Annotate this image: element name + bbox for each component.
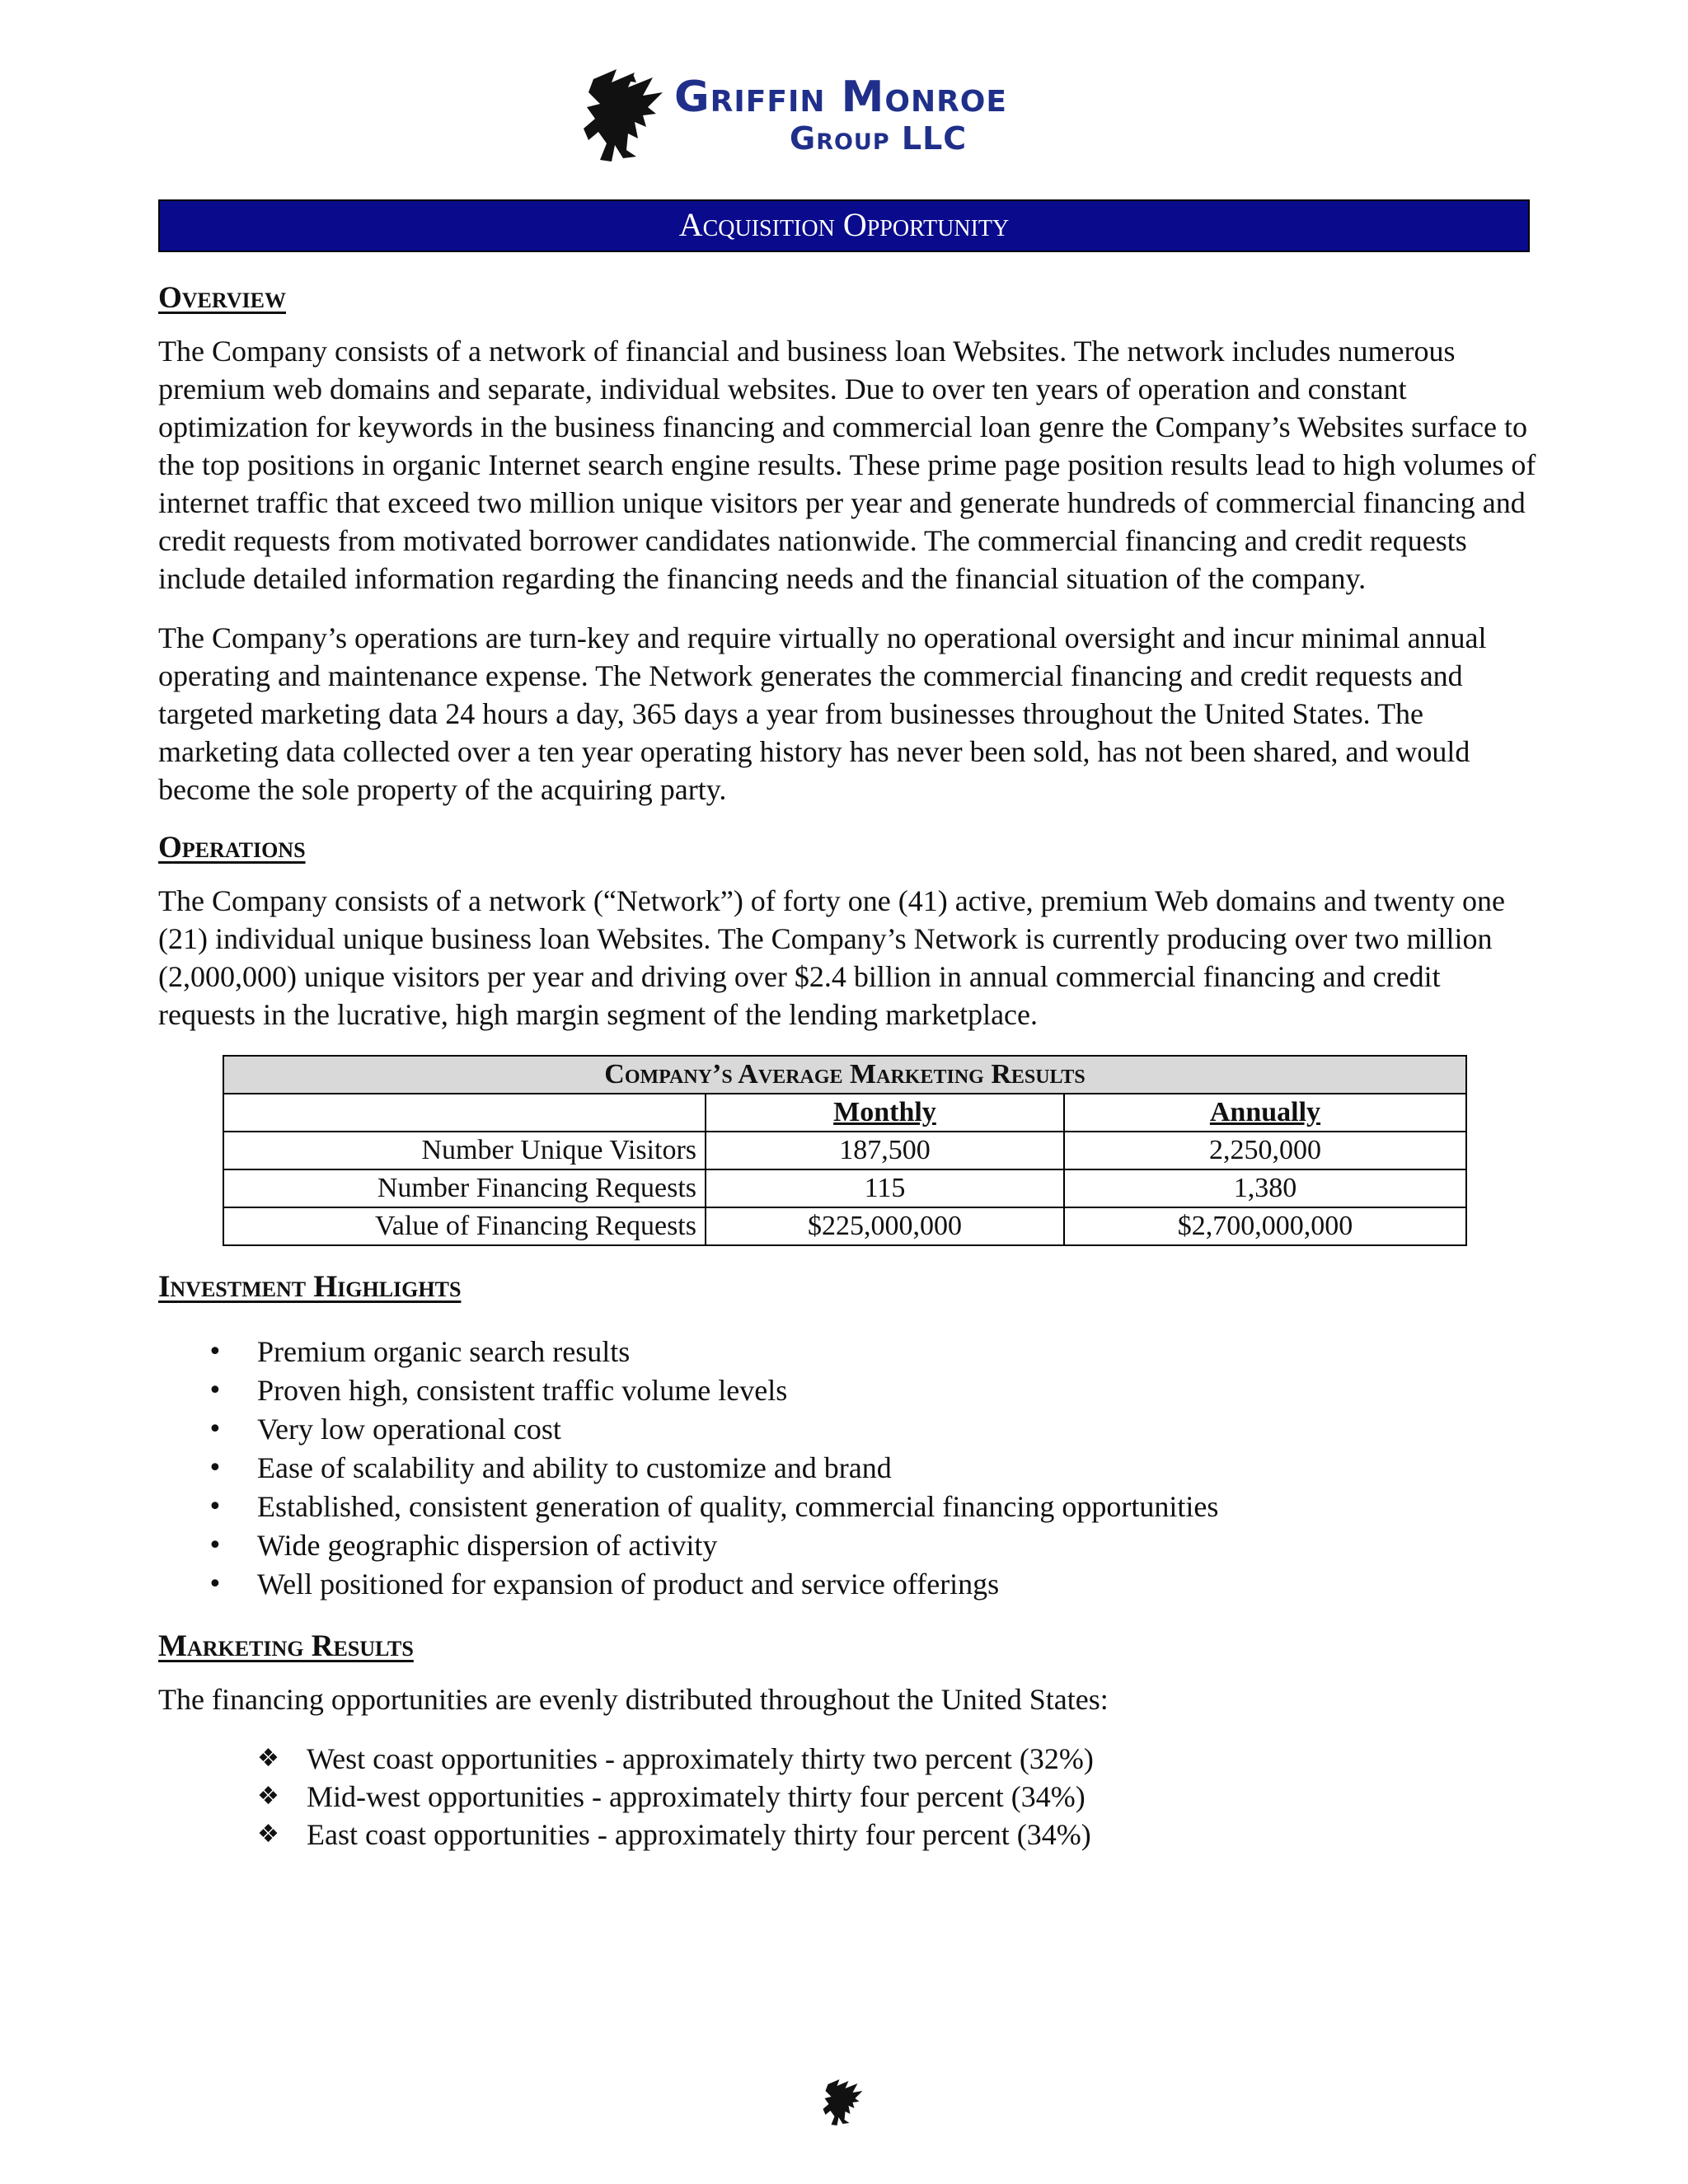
list-item: • Established, consistent generation of quality, commercial financing opportunities	[208, 1488, 1536, 1526]
marketing-heading: Marketing Results	[158, 1629, 414, 1663]
four-diamond-icon: ❖	[257, 1744, 279, 1773]
list-item: • Premium organic search results	[208, 1333, 1536, 1371]
list-item: • Ease of scalability and ability to customize and brand	[208, 1449, 1536, 1488]
logo-line2: Group LLC	[790, 120, 968, 157]
list-item	[257, 1778, 1536, 1816]
table-header-annually: Annually	[1064, 1094, 1466, 1132]
marketing-list	[158, 1740, 1536, 1854]
list-item: • Proven high, consistent traffic volume levels	[208, 1371, 1536, 1410]
four-diamond-icon: ❖	[257, 1820, 279, 1849]
row-annually: 2,250,000	[1064, 1132, 1466, 1169]
table-row	[223, 1132, 1466, 1169]
row-label: Number Unique Visitors	[223, 1132, 706, 1169]
operations-heading: Operations	[158, 831, 306, 865]
list-item	[257, 1740, 1536, 1778]
title-banner: Acquisition Opportunity	[158, 199, 1530, 252]
marketing-intro: The financing opportunities are evenly distributed throughout the United States:	[158, 1683, 1109, 1716]
table-row	[223, 1169, 1466, 1207]
overview-paragraph-1: The Company consists of a network of financial and business loan Websites. The network includes numerous premium web domains and separate, individual websites. Due to over ten years of operation and constant optimization for keywords in the business financing and commercial loan genre the Company’s Websites surface to the top positions in organic Internet search engine results. These prime page position results lead to high volumes of internet traffic that exceed two million unique visitors per year and generate hundreds of commercial financing and credit requests from motivated borrower candidates nationwide. The commercial financing and credit requests include detailed information regarding the financing needs and the financial situation of the company.	[158, 335, 1536, 595]
four-diamond-icon: ❖	[257, 1782, 279, 1811]
table-header-blank	[223, 1094, 706, 1132]
list-item-text: Mid-west opportunities - approximately thirty four percent (34%)	[307, 1780, 1085, 1813]
logo-line1: Griffin Monroe	[674, 73, 1008, 122]
griffin-icon	[819, 2077, 869, 2130]
overview-heading: Overview	[158, 281, 286, 315]
row-monthly: $225,000,000	[706, 1207, 1064, 1245]
document-body	[158, 272, 1536, 1854]
table-row	[223, 1207, 1466, 1245]
griffin-icon	[577, 64, 674, 170]
list-item	[257, 1816, 1536, 1854]
table-caption: Company’s Average Marketing Results	[223, 1056, 1466, 1094]
operations-paragraph: The Company consists of a network (“Network”) of forty one (41) active, premium Web domains and twenty one (21) individual unique business loan Websites. The Company’s Network is currently producing over two million (2,000,000) unique visitors per year and driving over $2.4 billion in annual commercial financing and credit requests in the lucrative, high margin segment of the lending marketplace.	[158, 884, 1505, 1031]
highlights-list	[158, 1333, 1536, 1604]
table-header-monthly: Monthly	[706, 1094, 1064, 1132]
marketing-results-table	[223, 1055, 1467, 1246]
list-item-text: West coast opportunities - approximately thirty two percent (32%)	[307, 1742, 1094, 1775]
row-annually: $2,700,000,000	[1064, 1207, 1466, 1245]
highlights-heading: Investment Highlights	[158, 1270, 462, 1304]
list-item: • Well positioned for expansion of product and service offerings	[208, 1565, 1536, 1604]
row-label: Number Financing Requests	[223, 1169, 706, 1207]
list-item: • Wide geographic dispersion of activity	[208, 1526, 1536, 1565]
row-annually: 1,380	[1064, 1169, 1466, 1207]
row-monthly: 187,500	[706, 1132, 1064, 1169]
company-logo	[577, 64, 1121, 171]
list-item: • Very low operational cost	[208, 1410, 1536, 1449]
row-monthly: 115	[706, 1169, 1064, 1207]
row-label: Value of Financing Requests	[223, 1207, 706, 1245]
overview-paragraph-2: The Company’s operations are turn-key and require virtually no operational oversight and incur minimal annual operating and maintenance expense. The Network generates the commercial financing and credit requests and targeted marketing data 24 hours a day, 365 days a year from businesses throughout the United States. The marketing data collected over a ten year operating history has never been sold, has not been shared, and would become the sole property of the acquiring party.	[158, 621, 1487, 806]
list-item-text: East coast opportunities - approximately thirty four percent (34%)	[307, 1818, 1091, 1851]
